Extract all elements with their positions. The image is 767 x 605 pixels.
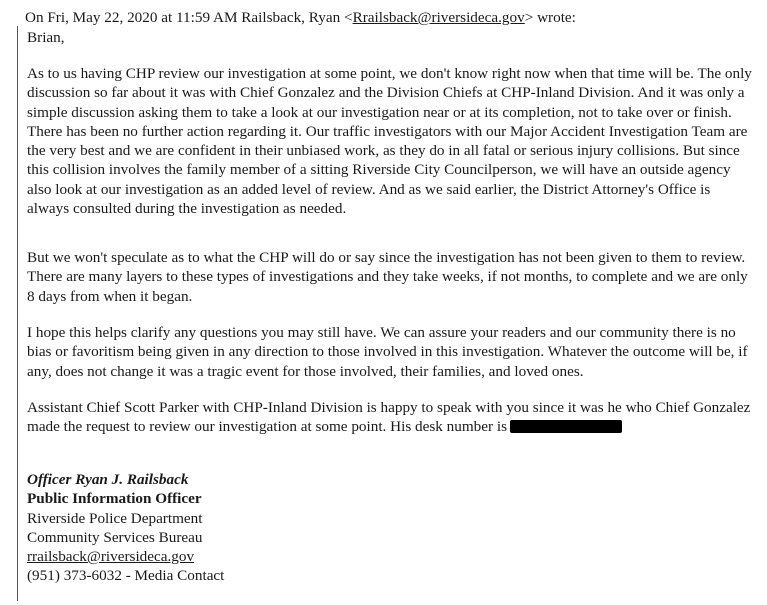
paragraph-1: As to us having CHP review our investigation at some point, we don't know right now when that time will be. The only discussion so far about it was with Chief Gonzalez and the Division Chiefs at CHP-Inland Division. And it was only a simple discussion asking them to take a look at our investigation near or at its completion, not to take over or finish. There has been no further action regarding it. Our traffic investigators with our Major Accident Investigation Team are the very best and we are confident in their unbiased work, as they do in all fatal or serious injury collisions. But since this collision involves the family member of a sitting Riverside City Councilperson, we will have an outside agency also look at our investigation as an added level of review. And as we said earlier, the District Attorney's Office is always consulted during the investigation as needed.	[27, 65, 752, 218]
reply-header	[25, 9, 576, 27]
signature-bureau: Community Services Bureau	[27, 528, 203, 546]
signature-block	[27, 470, 224, 586]
paragraph-2: But we won't speculate as to what the CHP will do or say since the investigation has not been given to them to review. There are many layers to these types of investigations and they take weeks, if not months, to complete and we are only 8 days from when it began.	[27, 249, 748, 305]
reply-header-suffix: > wrote:	[524, 9, 576, 26]
signature-name: Officer Ryan J. Railsback	[27, 471, 189, 488]
signature-department: Riverside Police Department	[27, 509, 203, 527]
signature-title: Public Information Officer	[27, 490, 202, 508]
redaction-bar	[510, 420, 622, 433]
paragraph-3: I hope this helps clarify any questions you may still have. We can assure your readers and our community there is no bias or favoritism being given in any direction to those involved in this investigation. Whatever the outcome will be, if any, does not change it was a tragic event for those involved, their families, and loved ones.	[27, 324, 748, 380]
sender-email-link[interactable]: Rrailsback@riversideca.gov	[352, 9, 525, 26]
signature-email-link[interactable]: rrailsback@riversideca.gov	[27, 548, 195, 566]
reply-header-prefix: On Fri, May 22, 2020 at 11:59 AM Railsback, Ryan <	[25, 9, 353, 26]
paragraph-4	[27, 398, 755, 437]
paragraph-4-text: Assistant Chief Scott Parker with CHP-Inland Division is happy to speak with you since it was he who Chief Gonzalez made the request to review our investigation at some point. His desk number is	[27, 399, 751, 436]
greeting: Brian,	[27, 29, 65, 46]
quote-bar	[17, 26, 18, 601]
signature-phone: (951) 373-6032 - Media Contact	[27, 567, 225, 585]
